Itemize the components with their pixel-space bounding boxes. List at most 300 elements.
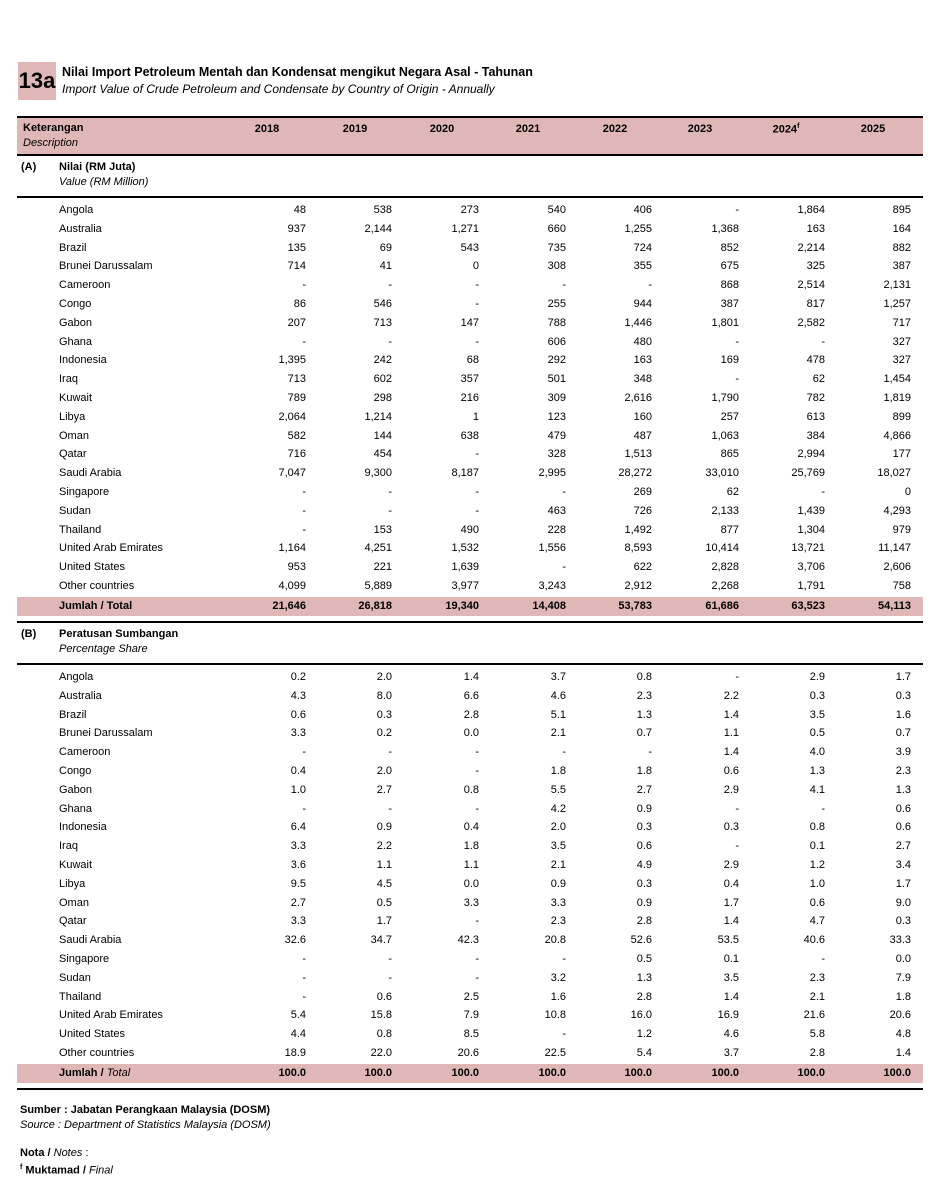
total-row [17,597,923,616]
value-cell: - [388,746,392,759]
value-cell: 0.9 [636,802,652,815]
table-row [17,464,923,483]
value-cell: 8.0 [376,689,392,702]
value-cell: 242 [373,354,392,367]
header-top-rule [17,116,923,118]
total-value-cell: 14,408 [532,599,566,612]
value-cell: - [735,373,739,386]
section-a-label-english: Value (RM Million) [59,176,149,188]
value-cell: 2.9 [809,671,825,683]
value-cell: 62 [726,486,739,498]
value-cell: 1,255 [624,222,652,235]
table-row [17,257,923,276]
value-cell: 1.7 [723,896,739,909]
value-cell: 1.4 [723,990,739,1003]
value-cell: 895 [892,204,911,216]
value-cell: 463 [547,504,566,517]
value-cell: 4,293 [883,504,911,517]
value-cell: 2.7 [895,840,911,853]
total-value-cell: 54,113 [877,599,911,612]
value-cell: 2.9 [723,783,739,796]
section-b-label-malay: Peratusan Sumbangan [59,628,179,640]
value-cell: 782 [806,392,825,404]
table-row [17,706,923,725]
value-cell: 480 [633,335,652,348]
value-cell: 1.1 [723,727,739,740]
value-cell: 0.5 [376,896,392,909]
value-cell: - [562,746,566,759]
value-cell: 2,582 [797,316,825,329]
country-label: Singapore [59,486,110,498]
country-label: Indonesia [59,821,107,834]
table-title-english: Import Value of Crude Petroleum and Condensate by Country of Origin - Annually [62,82,495,96]
country-label: Congo [59,298,92,310]
value-cell: 1,214 [364,410,392,423]
value-cell: - [302,279,306,292]
value-cell: - [302,802,306,815]
table-row [17,668,923,687]
value-cell: - [821,486,825,498]
value-cell: 20.8 [544,934,566,947]
value-cell: 69 [379,241,392,254]
total-label-malay: Jumlah / [59,1066,104,1079]
value-cell: 1,556 [538,542,566,555]
value-cell: 2,994 [797,448,825,461]
value-cell: - [562,953,566,965]
table-row [17,333,923,352]
value-cell: 0.2 [376,727,392,740]
table-row [17,389,923,408]
value-cell: - [735,840,739,853]
value-cell: 3.4 [895,859,911,871]
value-cell: 1.0 [290,783,306,796]
total-value-cell: 100.0 [364,1066,392,1079]
table-row [17,314,923,333]
country-label: Sudan [59,504,91,517]
country-label: Gabon [59,783,93,796]
table-row [17,818,923,837]
value-cell: - [388,335,392,348]
value-cell: 16.9 [717,1009,739,1022]
value-cell: 638 [460,429,479,442]
value-cell: 0.9 [376,821,392,834]
country-label: Ghana [59,802,93,815]
value-cell: - [821,953,825,965]
value-cell: 0.7 [895,727,911,740]
total-value-cell: 53,783 [618,599,652,612]
value-cell: 163 [806,222,825,235]
value-cell: 0.0 [463,877,479,890]
value-cell: 1.7 [376,915,392,928]
country-label: Australia [59,689,102,702]
value-cell: 1.6 [550,990,566,1003]
value-cell: 6.6 [463,689,479,702]
value-cell: 123 [547,410,566,423]
total-value-cell: 19,340 [445,599,479,612]
header-description-malay: Keterangan [23,122,84,134]
year-header-2022 [585,123,645,135]
value-cell: - [302,971,306,984]
value-cell: 6.4 [290,821,306,834]
table-row [17,577,923,596]
country-label: Angola [59,204,94,216]
value-cell: 33.3 [889,934,911,947]
country-label: Saudi Arabia [59,934,122,947]
year-header-label: 2022 [602,123,628,135]
year-header-2023 [670,123,730,135]
year-header-label: 2019 [342,123,368,135]
value-cell: 1.0 [809,877,825,890]
year-header-label: 2024 [772,123,798,136]
value-cell: 0 [472,260,479,273]
value-cell: 3.7 [550,671,566,683]
final-malay: Muktamad / [25,1164,86,1177]
country-label: United Arab Emirates [59,542,163,555]
value-cell: 5.1 [550,708,566,721]
country-label: Kuwait [59,859,93,871]
value-cell: 0.6 [809,896,825,909]
total-value-cell: 100.0 [883,1066,911,1079]
value-cell: 20.6 [889,1009,911,1022]
value-cell: 1.8 [895,990,911,1003]
value-cell: 2,828 [711,561,739,574]
value-cell: - [562,279,566,292]
table-row [17,912,923,931]
year-header-label: 2025 [860,123,886,135]
value-cell: 2.3 [636,689,652,702]
table-row [17,295,923,314]
value-cell: 2.1 [809,990,825,1003]
table-row [17,445,923,464]
value-cell: - [475,335,479,348]
total-value-cell: 100.0 [797,1066,825,1079]
value-cell: 135 [287,241,306,254]
value-cell: - [735,204,739,216]
value-cell: 328 [547,448,566,461]
section-a-label-malay: Nilai (RM Juta) [59,161,136,173]
value-cell: 0.8 [636,671,652,683]
total-value-cell: 26,818 [358,599,392,612]
value-cell: 714 [287,260,306,273]
value-cell: - [475,298,479,310]
country-label: Other countries [59,580,135,592]
table-row [17,687,923,706]
country-label: Qatar [59,915,87,928]
value-cell: 3,977 [451,580,479,592]
value-cell: 7.9 [895,971,911,984]
value-cell: 2.8 [636,990,652,1003]
value-cell: 877 [720,523,739,536]
value-cell: 0.3 [895,689,911,702]
value-cell: 2.3 [809,971,825,984]
value-cell: 40.6 [803,934,825,947]
value-cell: 2.1 [550,727,566,740]
notes-malay: Nota / [20,1147,51,1159]
header-bottom-rule [17,154,923,156]
value-cell: 0.8 [376,1028,392,1041]
value-cell: 726 [633,504,652,517]
value-cell: 8.5 [463,1028,479,1041]
value-cell: 257 [720,410,739,423]
value-cell: 8,187 [451,467,479,480]
value-cell: 478 [806,354,825,367]
value-cell: - [388,486,392,498]
value-cell: 5.4 [290,1009,306,1022]
value-cell: 309 [547,392,566,404]
value-cell: 788 [547,316,566,329]
value-cell: 0.3 [376,708,392,721]
country-label: Ghana [59,335,93,348]
value-cell: 713 [287,373,306,386]
total-value-cell: 100.0 [624,1066,652,1079]
value-cell: 8,593 [624,542,652,555]
year-header-2021 [498,123,558,135]
table-row [17,539,923,558]
value-cell: 33,010 [705,467,739,480]
value-cell: 1.4 [895,1047,911,1059]
value-cell: - [302,746,306,759]
country-label: Qatar [59,448,87,461]
value-cell: 4.9 [636,859,652,871]
value-cell: 1.7 [895,671,911,683]
country-label: Kuwait [59,392,93,404]
value-cell: 1,257 [883,298,911,310]
value-cell: - [475,486,479,498]
source-english: Source : Department of Statistics Malaysia (DOSM) [20,1119,271,1131]
value-cell: 1.4 [463,671,479,683]
value-cell: - [388,971,392,984]
value-cell: 1,801 [711,316,739,329]
value-cell: 0.4 [723,877,739,890]
value-cell: - [735,802,739,815]
value-cell: 0.0 [895,953,911,965]
value-cell: - [475,765,479,777]
country-label: Other countries [59,1047,135,1059]
value-cell: - [475,971,479,984]
year-header-label: 2020 [429,123,455,135]
value-cell: 1,513 [624,448,652,461]
table-row [17,276,923,295]
table-row [17,1025,923,1044]
table-row [17,743,923,762]
value-cell: 0.2 [290,671,306,683]
section-a-code: (A) [21,161,37,173]
value-cell: 953 [287,561,306,574]
source-malay: Sumber : Jabatan Perangkaan Malaysia (DOSM) [20,1104,271,1116]
value-cell: 2,214 [797,241,825,254]
value-cell: 2,912 [624,580,652,592]
table-number-badge: 13a [18,62,56,100]
country-label: Oman [59,896,89,909]
country-label: Brazil [59,708,87,721]
country-label: Iraq [59,373,78,386]
table-row [17,950,923,969]
value-cell: 1.8 [463,840,479,853]
value-cell: 1,492 [624,523,652,536]
value-cell: 2,144 [364,222,392,235]
value-cell: 2,268 [711,580,739,592]
value-cell: 269 [633,486,652,498]
year-header-label: 2023 [687,123,713,135]
value-cell: 387 [892,260,911,273]
value-cell: 899 [892,410,911,423]
table-title-malay: Nilai Import Petroleum Mentah dan Kondensat mengikut Negara Asal - Tahunan [62,65,533,79]
value-cell: 42.3 [457,934,479,947]
value-cell: 308 [547,260,566,273]
value-cell: 2,995 [538,467,566,480]
value-cell: 327 [892,335,911,348]
value-cell: 7.9 [463,1009,479,1022]
value-cell: 3.3 [463,896,479,909]
table-row [17,239,923,258]
value-cell: 713 [373,316,392,329]
value-cell: 4.5 [376,877,392,890]
value-cell: 1,864 [797,204,825,216]
value-cell: 789 [287,392,306,404]
value-cell: 882 [892,241,911,254]
value-cell: 937 [287,222,306,235]
value-cell: 1,439 [797,504,825,517]
table-row [17,837,923,856]
value-cell: 2.2 [376,840,392,853]
value-cell: - [821,335,825,348]
notes-colon: : [85,1147,89,1159]
value-cell: 3.3 [290,727,306,740]
value-cell: 1.2 [636,1028,652,1041]
value-cell: 9.5 [290,877,306,890]
final-mark-superscript: f [797,123,800,130]
value-cell: 0.9 [636,896,652,909]
section-a-rule [17,196,923,198]
value-cell: 3.3 [290,840,306,853]
value-cell: 2.7 [290,896,306,909]
value-cell: 0.1 [809,840,825,853]
value-cell: 325 [806,260,825,273]
value-cell: 28,272 [618,467,652,480]
value-cell: 660 [547,222,566,235]
value-cell: 538 [373,204,392,216]
value-cell: 2.7 [376,783,392,796]
value-cell: 10.8 [544,1009,566,1022]
value-cell: - [648,279,652,292]
value-cell: 3.3 [550,896,566,909]
section-b-code: (B) [21,628,37,640]
value-cell: 501 [547,373,566,386]
value-cell: 1.3 [636,971,652,984]
value-cell: 1.3 [636,708,652,721]
value-cell: 16.0 [630,1009,652,1022]
value-cell: 5,889 [364,580,392,592]
value-cell: - [562,1028,566,1041]
value-cell: - [302,953,306,965]
value-cell: 5.5 [550,783,566,796]
table-row [17,521,923,540]
value-cell: - [475,915,479,928]
value-cell: 602 [373,373,392,386]
value-cell: 4.4 [290,1028,306,1041]
value-cell: 4.8 [895,1028,911,1041]
country-label: Oman [59,429,89,442]
value-cell: 0.9 [550,877,566,890]
table-row [17,1006,923,1025]
value-cell: 15.8 [370,1009,392,1022]
value-cell: 2.8 [636,915,652,928]
value-cell: 4,099 [278,580,306,592]
value-cell: 622 [633,561,652,574]
value-cell: 4.0 [809,746,825,759]
country-label: Indonesia [59,354,107,367]
value-cell: 3.7 [723,1047,739,1059]
country-label: Libya [59,410,86,423]
table-row [17,502,923,521]
value-cell: 979 [892,523,911,536]
value-cell: 207 [287,316,306,329]
value-cell: 606 [547,335,566,348]
value-cell: 1.7 [895,877,911,890]
value-cell: 1,164 [278,542,306,555]
value-cell: - [475,802,479,815]
total-label [59,1067,130,1079]
total-value-cell: 63,523 [791,599,825,612]
notes-english: Notes [53,1147,83,1159]
value-cell: 540 [547,204,566,216]
value-cell: 1.3 [895,783,911,796]
year-header-label: 2018 [254,123,280,135]
value-cell: 357 [460,373,479,386]
table-row [17,894,923,913]
value-cell: 9,300 [364,467,392,480]
value-cell: 164 [892,222,911,235]
value-cell: 865 [720,448,739,461]
value-cell: 1.8 [636,765,652,777]
value-cell: 0.5 [809,727,825,740]
value-cell: 546 [373,298,392,310]
value-cell: 62 [812,373,825,386]
year-header-2025 [843,123,903,135]
value-cell: 21.6 [803,1009,825,1022]
value-cell: 53.5 [717,934,739,947]
year-header-label: 2021 [515,123,541,135]
value-cell: 7,047 [278,467,306,480]
value-cell: 292 [547,354,566,367]
value-cell: 348 [633,373,652,386]
country-label: United States [59,1028,126,1041]
section-b-rule [17,663,923,665]
value-cell: - [302,504,306,517]
value-cell: 0.7 [636,727,652,740]
value-cell: 20.6 [457,1047,479,1059]
value-cell: 1,271 [451,222,479,235]
value-cell: 1,063 [711,429,739,442]
value-cell: 2.1 [550,859,566,871]
country-label: Brazil [59,241,87,254]
country-label: Angola [59,671,94,683]
value-cell: 0.1 [723,953,739,965]
value-cell: 160 [633,410,652,423]
country-label: Brunei Darussalam [59,260,153,273]
section-b-label-english: Percentage Share [59,643,148,655]
value-cell: 1.2 [809,859,825,871]
value-cell: 2,131 [883,279,911,292]
table-end-rule [17,1088,923,1090]
value-cell: 0.6 [376,990,392,1003]
value-cell: 582 [287,429,306,442]
value-cell: 1,532 [451,542,479,555]
value-cell: 4.2 [550,802,566,815]
value-cell: 1.4 [723,915,739,928]
value-cell: 0.5 [636,953,652,965]
table-row [17,931,923,950]
